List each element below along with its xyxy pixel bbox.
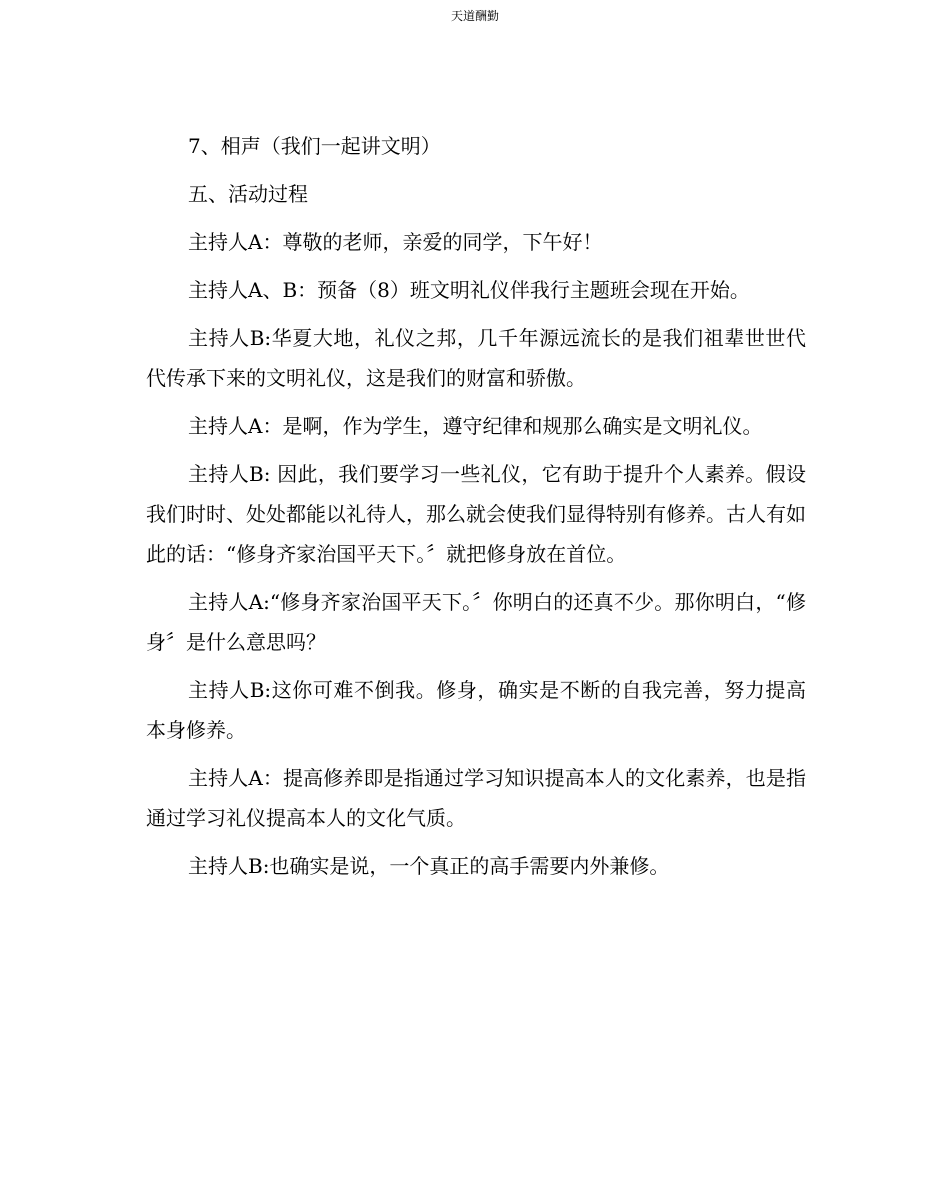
document-body	[146, 126, 806, 894]
paragraph: 主持人B: 因此，我们要学习一些礼仪，它有助于提升个人素养。假设我们时时、处处都能以礼待人，那么就会使我们显得特别有修养。古人有如此的话：“修身齐家治国平天下。〞就把修身放在首位。	[146, 462, 806, 566]
paragraph: 五、活动过程	[188, 182, 308, 206]
paragraph: 主持人A：尊敬的老师，亲爱的同学，下午好！	[188, 230, 603, 254]
paragraph: 主持人B:华夏大地，礼仪之邦，几千年源远流长的是我们祖辈世世代代传承下来的文明礼仪，这是我们的财富和骄傲。	[146, 326, 806, 390]
paragraph: 主持人A：提高修养即是指通过学习知识提高本人的文化素养，也是指通过学习礼仪提高本人的文化气质。	[146, 766, 806, 830]
paragraph: 7、相声（我们一起讲文明）	[188, 134, 441, 158]
paragraph: 主持人B:这你可难不倒我。修身，确实是不断的自我完善，努力提高本身修养。	[146, 678, 806, 742]
paragraph: 主持人A、B：预备（8）班文明礼仪伴我行主题班会现在开始。	[188, 278, 750, 302]
paragraph: 主持人B:也确实是说，一个真正的高手需要内外兼修。	[188, 854, 670, 878]
paragraph: 主持人A:“修身齐家治国平天下。〞你明白的还真不少。那你明白，“修身〞是什么意思吗？	[146, 590, 806, 654]
page-header: 天道酬勤	[450, 9, 499, 23]
paragraph: 主持人A：是啊，作为学生，遵守纪律和规那么确实是文明礼仪。	[188, 414, 763, 438]
